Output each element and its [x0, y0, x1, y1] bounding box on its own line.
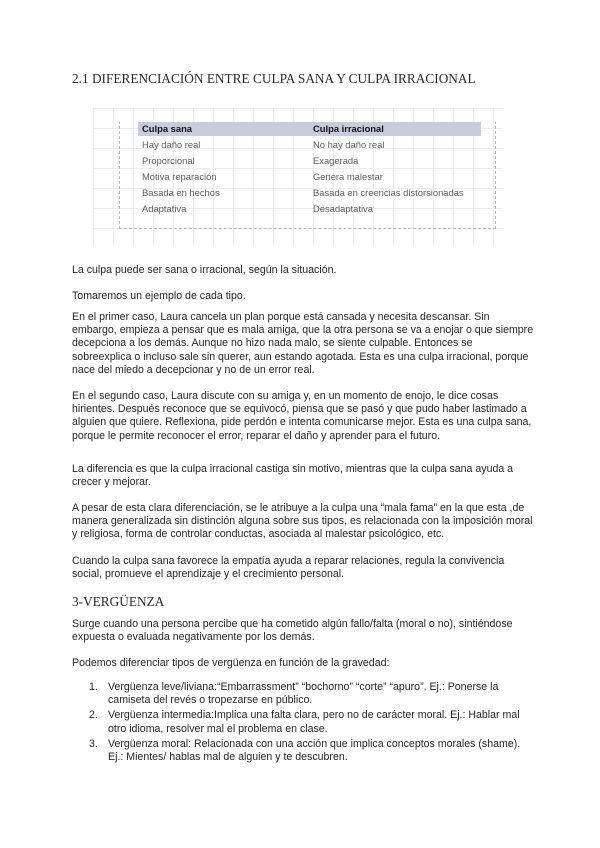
table-cell: Desadaptativa — [313, 203, 373, 214]
table-header-cell: Culpa irracional — [313, 123, 384, 134]
list-item — [72, 709, 534, 735]
table-cell: Hay daño real — [142, 139, 201, 150]
table-cell: Adaptativa — [142, 203, 187, 214]
paragraph: Podemos diferenciar tipos de vergüenza en función de la gravedad: — [72, 657, 390, 669]
list-number: 1. — [89, 681, 98, 693]
paragraph: La diferencia es que la culpa irracional castiga sin motivo, mientras que la culpa sana ayuda a crecer y mejorar. — [72, 463, 514, 489]
section-heading-3: 3-VERGÜENZA — [72, 594, 165, 609]
table-cell: Proporcional — [142, 155, 195, 166]
list-item — [72, 738, 534, 764]
table-cell: Genera malestar — [313, 171, 383, 182]
list-item-text: Vergüenza intermedia:Implica una falta clara, pero no de carácter moral. Ej.: Hablar mal otro idioma, resolver mal el problema en clase. — [108, 709, 520, 735]
list-item — [72, 681, 534, 707]
paragraph: Tomaremos un ejemplo de cada tipo. — [72, 290, 246, 302]
list-item-text: Vergüenza moral: Relacionada con una acción que implica conceptos morales (shame). Ej.: Mientes/ hablas mal de alguien y te descubren. — [108, 737, 521, 764]
paragraph: En el segundo caso, Laura discute con su amiga y, en un momento de enojo, le dice cosas hirientes. Después reconoce que se equivocó, piensa que se pasó y que pudo haber lastimado a alguien que quiere. Reflexiona, pide perdón e intenta comunicarse mejor. Esta es una culpa sana, porque le permite reconocer el error, reparar el daño y aprender para el futuro. — [72, 390, 532, 442]
paragraph: Cuando la culpa sana favorece la empatía ayuda a reparar relaciones, regula la convivencia social, promueve el aprendizaje y el crecimiento personal. — [72, 555, 505, 581]
list-number: 2. — [89, 709, 98, 722]
table-cell: Motiva reparación — [142, 171, 217, 182]
list-number: 3. — [89, 737, 98, 750]
table-header-cell: Culpa sana — [142, 123, 193, 134]
table-cell: Basada en hechos — [142, 187, 220, 198]
shame-types-list — [72, 681, 534, 766]
paragraph: A pesar de esta clara diferenciación, se le atribuye a la culpa una “mala fama” en la que esta ,de manera generalizada sin distinción alguna sobre sus tipos, es relacionada con la imposición moral y religiosa, forma de controlar conductas, asociada al malestar psicológico, etc. — [72, 502, 533, 541]
paragraph: Surge cuando una persona percibe que ha cometido algún fallo/falta (moral o no), sintiéndose expuesta o evaluada negativamente por los demás. — [72, 618, 513, 644]
paragraph: La culpa puede ser sana o irracional, según la situación. — [72, 264, 337, 276]
list-item-text: Vergüenza leve/liviana:“Embarrassment” “bochorno” “corte” “apuro”. Ej.: Ponerse la camiseta del revés o tropezarse en público. — [108, 681, 499, 707]
paragraph: En el primer caso, Laura cancela un plan porque está cansada y necesita descansar. Sin embargo, empieza a pensar que es mala amiga, que la otra persona se va a enojar o que siempre decepciona a los demás. Aunque no hizo nada malo, se siente culpable. Entonces se sobreexplica o incluso sale sin querer, aun estando agotada. Esta es una culpa irracional, porque nace del miedo a decepcionar y no de un error real. — [72, 311, 534, 376]
table-cell: Exagerada — [313, 155, 359, 166]
section-heading-2-1: 2.1 DIFERENCIACIÓN ENTRE CULPA SANA Y CULPA IRRACIONAL — [72, 71, 476, 86]
table-cell: No hay daño real — [313, 139, 385, 150]
table-cell: Basada en creencias distorsionadas — [313, 187, 464, 198]
